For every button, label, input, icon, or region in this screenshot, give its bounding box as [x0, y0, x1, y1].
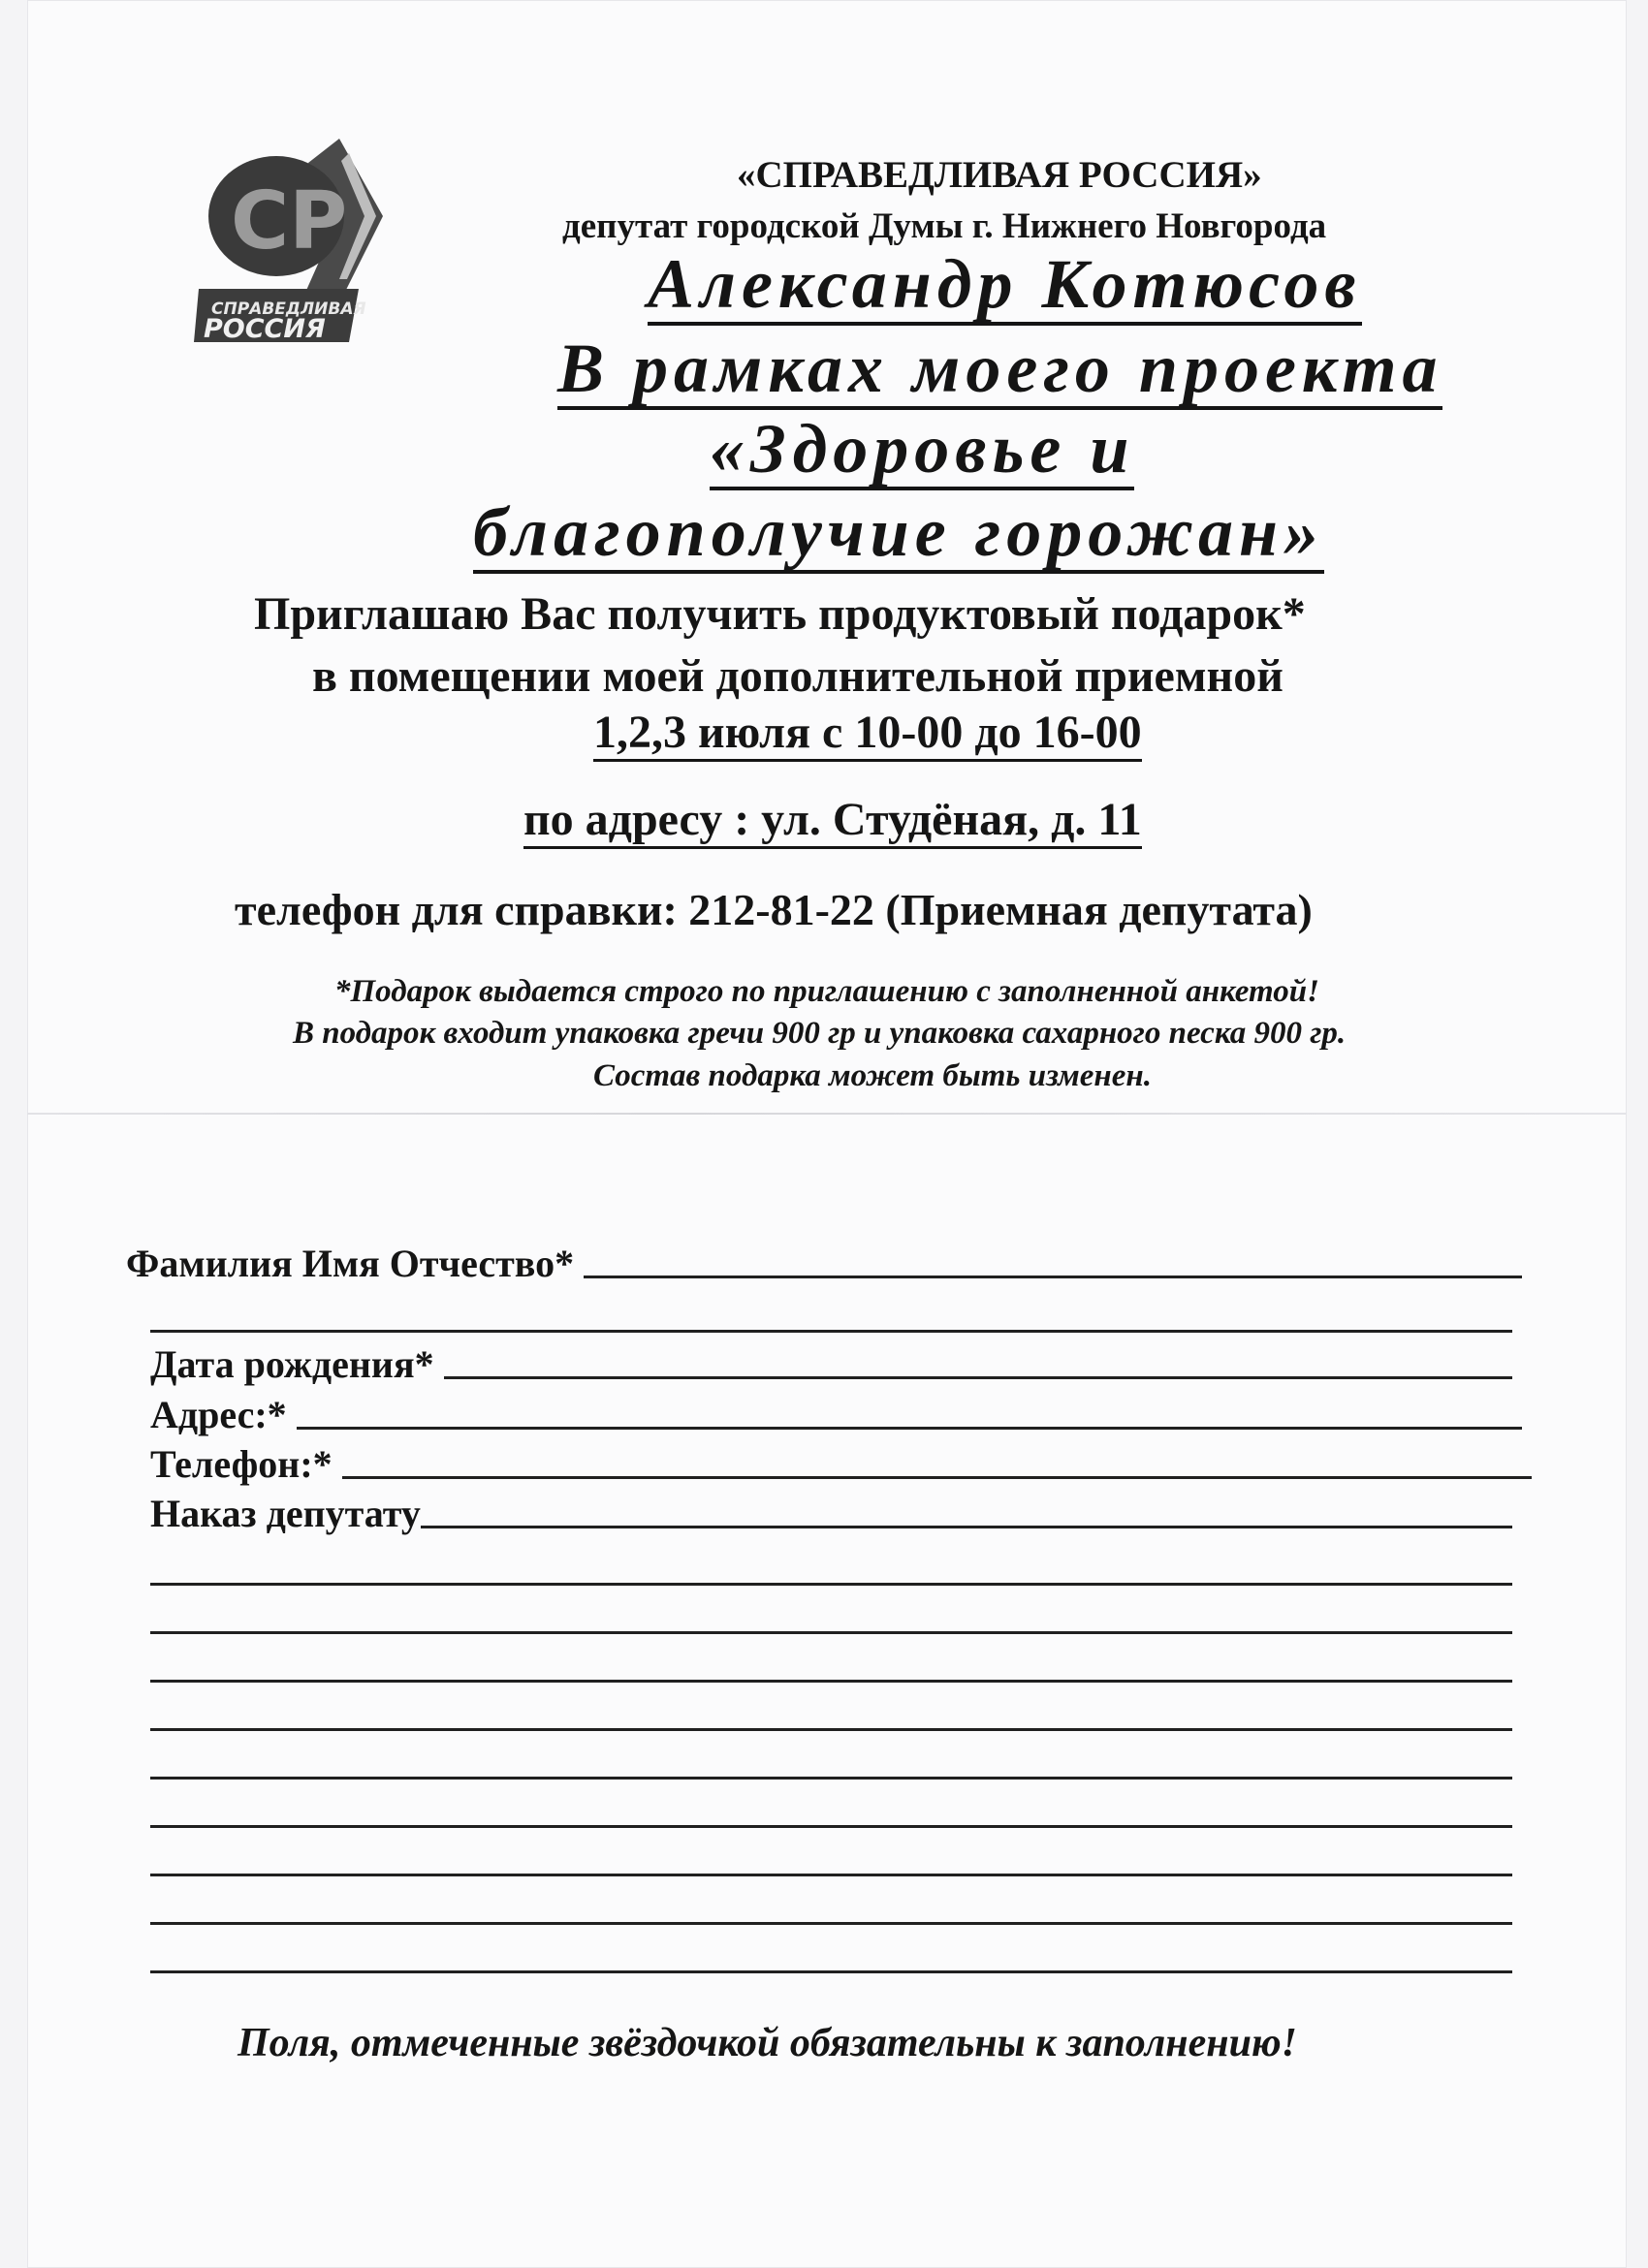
required-fields-note: Поля, отмеченные звёздочкой обязательны к заполнению!	[238, 2021, 1297, 2065]
nakaz-line[interactable]	[150, 1970, 1512, 1973]
fio-blank-line[interactable]	[584, 1274, 1522, 1278]
dob-field[interactable]	[150, 1341, 1512, 1387]
project-line-1: В рамках моего проекта	[557, 332, 1442, 410]
paper-fold	[27, 1113, 1627, 1115]
nakaz-label: Наказ депутату	[150, 1492, 421, 1535]
event-dates: 1,2,3 июля с 10-00 до 16-00	[593, 708, 1142, 762]
nakaz-blank-line[interactable]	[421, 1524, 1512, 1528]
nakaz-line[interactable]	[150, 1680, 1512, 1683]
nakaz-line[interactable]	[150, 1631, 1512, 1634]
address-field[interactable]	[150, 1392, 1522, 1437]
logo-monogram: СР	[231, 175, 348, 268]
gift-note-1: *Подарок выдается строго по приглашению с заполненной анкетой!	[334, 974, 1319, 1009]
nakaz-line[interactable]	[150, 1825, 1512, 1828]
invitation-line-2: в помещении моей дополнительной приемной	[312, 650, 1284, 702]
phone-blank-line[interactable]	[342, 1474, 1532, 1479]
dob-blank-line[interactable]	[444, 1374, 1512, 1379]
fio-label: Фамилия Имя Отчество*	[126, 1242, 575, 1285]
party-logo	[194, 134, 388, 342]
invitation-line-1: Приглашаю Вас получить продуктовый подарок*	[254, 588, 1306, 640]
contact-phone: телефон для справки: 212-81-22 (Приемная депутата)	[235, 885, 1313, 934]
nakaz-line[interactable]	[150, 1874, 1512, 1876]
project-line-2: «Здоровье и	[710, 413, 1134, 490]
project-line-3: благополучие горожан»	[473, 496, 1324, 574]
nakaz-line[interactable]	[150, 1728, 1512, 1731]
phone-label: Телефон:*	[150, 1442, 333, 1486]
phone-field[interactable]	[150, 1441, 1532, 1487]
nakaz-line[interactable]	[150, 1922, 1512, 1925]
nakaz-field[interactable]	[150, 1491, 1512, 1536]
dob-label: Дата рождения*	[150, 1342, 434, 1386]
address-blank-line[interactable]	[297, 1425, 1522, 1430]
nakaz-line[interactable]	[150, 1777, 1512, 1780]
logo-text-line1: СПРАВЕДЛИВАЯ	[211, 299, 366, 319]
event-address: по адресу : ул. Студёная, д. 11	[523, 795, 1142, 849]
deputy-name: Александр Котюсов	[648, 248, 1362, 326]
logo-text-line2: РОССИЯ	[204, 314, 326, 342]
nakaz-line[interactable]	[150, 1583, 1512, 1586]
gift-note-3: Состав подарка может быть изменен.	[593, 1058, 1152, 1093]
fio-blank-line-2[interactable]	[150, 1330, 1512, 1333]
fio-field[interactable]	[126, 1241, 1522, 1286]
deputy-title: депутат городской Думы г. Нижнего Новгорода	[562, 206, 1327, 246]
gift-note-2: В подарок входит упаковка гречи 900 гр и упаковка сахарного песка 900 гр.	[293, 1016, 1347, 1051]
address-label: Адрес:*	[150, 1393, 287, 1436]
party-name: «СПРАВЕДЛИВАЯ РОССИЯ»	[737, 154, 1262, 196]
